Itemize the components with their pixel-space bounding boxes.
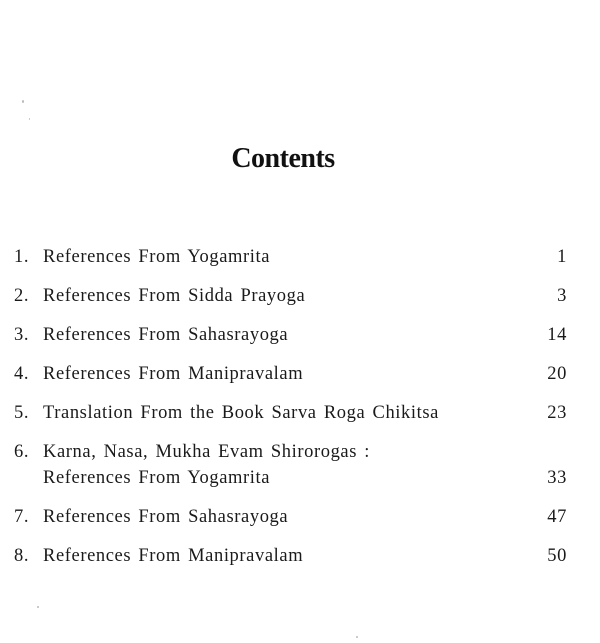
entry-page-number: 14	[547, 325, 567, 345]
entry-page-number: 50	[547, 546, 567, 566]
entry-page-number: 47	[547, 507, 567, 527]
entry-title-line: References From Manipravalam	[43, 364, 304, 384]
entry-title	[43, 400, 439, 426]
scan-speck	[29, 118, 30, 120]
scan-speck	[37, 606, 39, 608]
entry-title-line: References From Sidda Prayoga	[43, 286, 306, 306]
entry-title	[43, 504, 288, 530]
entry-title-line: References From Sahasrayoga	[43, 325, 289, 345]
entry-title-line: References From Manipravalam	[43, 546, 304, 566]
entry-page-number: 20	[547, 364, 567, 384]
entry-title	[43, 543, 303, 569]
entry-number: 8.	[14, 546, 30, 566]
entry-title-line: Karna, Nasa, Mukha Evam Shirorogas :	[43, 442, 371, 462]
entry-title-line: References From Sahasrayoga	[43, 507, 289, 527]
entry-title-line: References From Yogamrita	[43, 468, 271, 488]
entry-title-line: References From Yogamrita	[43, 247, 271, 267]
entry-page-number: 1	[557, 247, 567, 267]
entry-title	[43, 439, 370, 491]
entry-page-number: 33	[547, 468, 567, 488]
entry-number: 5.	[14, 403, 30, 423]
entry-title-line: Translation From the Book Sarva Roga Chikitsa	[43, 403, 439, 423]
entry-title	[43, 322, 288, 348]
entry-number: 6.	[14, 442, 30, 462]
contents-heading: Contents	[231, 143, 335, 174]
entry-number: 2.	[14, 286, 30, 306]
entry-number: 7.	[14, 507, 30, 527]
entry-page-number: 23	[547, 403, 567, 423]
entry-title	[43, 283, 305, 309]
entry-title	[43, 244, 270, 270]
scan-speck	[356, 636, 358, 638]
scan-speck	[22, 100, 24, 103]
entry-number: 3.	[14, 325, 30, 345]
entry-number: 4.	[14, 364, 30, 384]
entry-page-number: 3	[557, 286, 567, 306]
entry-number: 1.	[14, 247, 30, 267]
entry-title	[43, 361, 303, 387]
